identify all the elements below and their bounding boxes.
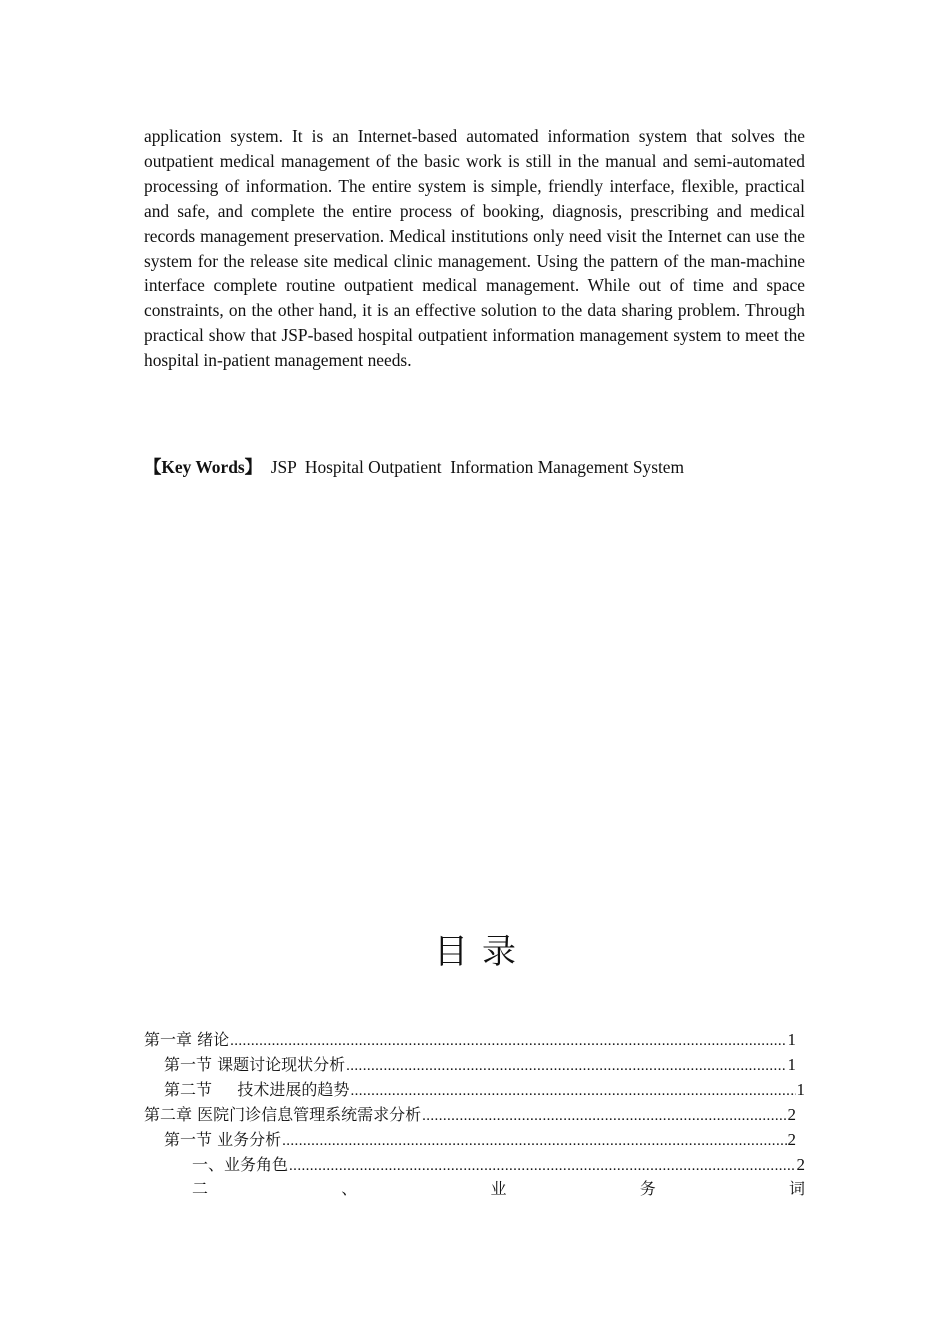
toc-entry-page: 2	[796, 1155, 805, 1174]
toc-partial-char: 二	[192, 1179, 209, 1198]
keywords-label: 【Key Words】	[144, 457, 263, 477]
toc-entry-page: 2	[787, 1105, 796, 1124]
toc-leader-dots	[282, 1129, 786, 1153]
toc-entry-page: 2	[787, 1130, 796, 1149]
toc-entry[interactable]	[144, 1028, 796, 1052]
toc-entry-page: 1	[796, 1080, 805, 1099]
toc-entry-title: 第二章 医院门诊信息管理系统需求分析	[144, 1105, 422, 1124]
keywords-line	[144, 455, 684, 479]
toc-entry-title: 第二节 技术进展的趋势	[164, 1080, 350, 1099]
abstract-paragraph: application system. It is an Internet-based automated information system that solves the outpatient medical management of the basic work is still in the manual and semi-automated processing of information. The entire system is simple, friendly interface, flexible, practical and safe, and complete the entire process of booking, diagnosis, prescribing and medical records management preservation. Medical institutions only need visit the Internet can use the system for the release site medical clinic management. Using the pattern of the man-machine interface complete routine outpatient medical management. While out of time and space constraints, on the other hand, it is an effective solution to the data sharing problem. Through practical show that JSP-based hospital outpatient information management system to meet the hospital in-patient management needs.	[144, 126, 805, 371]
toc-entry[interactable]	[164, 1053, 796, 1077]
toc-leader-dots	[289, 1154, 795, 1178]
toc-partial-char: 务	[639, 1179, 656, 1198]
toc-entry-title: 一、业务角色	[192, 1155, 289, 1174]
toc-entry-title: 第一节 课题讨论现状分析	[164, 1055, 346, 1074]
toc-leader-dots	[350, 1079, 795, 1103]
toc-entry[interactable]	[164, 1128, 796, 1152]
toc-entry-title: 第一节 业务分析	[164, 1130, 282, 1149]
toc-entry-title: 第一章 绪论	[144, 1030, 230, 1049]
toc-title: 目录	[434, 932, 530, 972]
toc-entry-partial[interactable]	[192, 1177, 805, 1201]
toc-entry-page: 1	[787, 1055, 796, 1074]
toc-entry[interactable]	[192, 1153, 805, 1177]
toc-partial-char: 业	[490, 1179, 507, 1198]
toc-partial-char: 、	[341, 1179, 358, 1198]
toc-entry[interactable]	[144, 1103, 796, 1127]
toc-partial-char: 词	[788, 1179, 805, 1198]
keywords-value: JSP Hospital Outpatient Information Management System	[262, 457, 685, 477]
toc-leader-dots	[230, 1029, 786, 1053]
toc-leader-dots	[346, 1054, 786, 1078]
toc-entry[interactable]	[164, 1078, 805, 1102]
toc-leader-dots	[422, 1104, 786, 1128]
toc-entry-page: 1	[787, 1030, 796, 1049]
